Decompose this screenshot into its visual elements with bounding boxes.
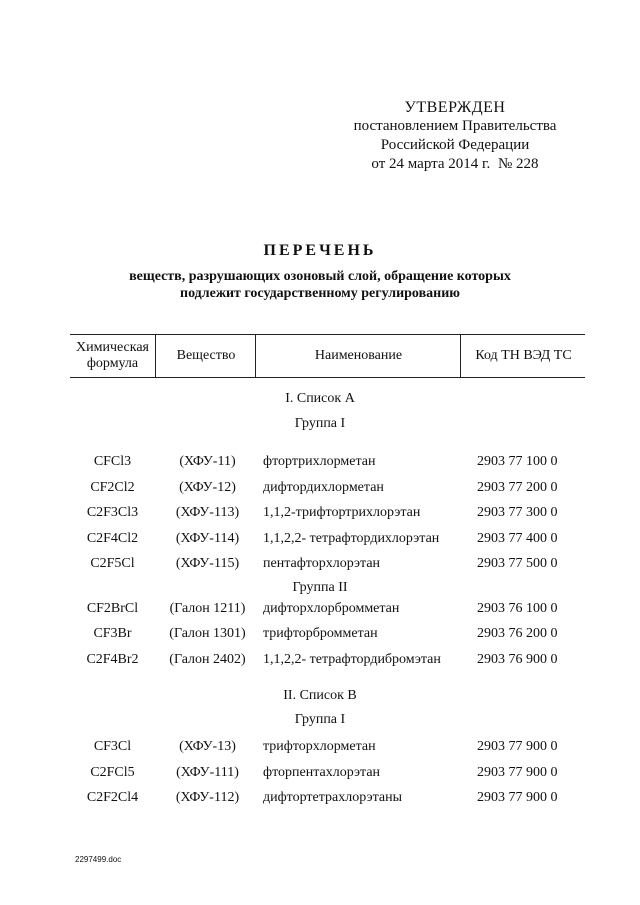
header-formula-line-2: формула — [86, 356, 139, 371]
cell-substance: (Галон 2402) — [169, 652, 246, 667]
cell-substance: (Галон 1301) — [169, 626, 246, 641]
cell-code: 2903 77 200 0 — [477, 480, 558, 495]
cell-substance: (ХФУ-111) — [176, 765, 239, 780]
cell-formula: C2FCl5 — [90, 765, 135, 780]
document-title: ПЕРЕЧЕНЬ — [263, 242, 377, 259]
section-list-a: I. Список А — [285, 391, 355, 406]
cell-name: пентафторхлорэтан — [263, 556, 381, 571]
table-row — [0, 531, 640, 551]
cell-name: фторпентахлорэтан — [263, 765, 381, 780]
header-formula — [70, 335, 155, 377]
group-a2-title: Группа II — [292, 580, 348, 595]
table-header — [70, 334, 585, 378]
approval-line-2: Российской Федерации — [380, 137, 530, 153]
cell-formula: CF2BrCl — [86, 601, 139, 616]
cell-name: трифторхлорметан — [263, 739, 376, 754]
cell-formula: C2F5Cl — [90, 556, 135, 571]
subtitle-line-2: подлежит государственному регулированию — [180, 286, 460, 301]
table-row — [0, 556, 640, 576]
cell-code: 2903 77 500 0 — [477, 556, 558, 571]
footer-filename: 2297499.doc — [75, 855, 122, 864]
approval-number: № 228 — [498, 156, 539, 172]
cell-substance: (ХФУ-112) — [175, 790, 240, 805]
header-name: Наименование — [255, 335, 461, 377]
cell-formula: CFCl3 — [93, 454, 132, 469]
approval-line-1: постановлением Правительства — [353, 118, 557, 134]
table-row — [0, 601, 640, 621]
cell-code: 2903 76 100 0 — [477, 601, 558, 616]
cell-formula: CF3Br — [93, 626, 132, 641]
cell-substance: (ХФУ-114) — [175, 531, 240, 546]
cell-substance: (ХФУ-113) — [175, 505, 240, 520]
group-b1-title: Группа I — [294, 712, 346, 727]
cell-name: трифторбромметан — [263, 626, 378, 641]
cell-code: 2903 77 100 0 — [477, 454, 558, 469]
cell-code: 2903 76 200 0 — [477, 626, 558, 641]
table-row — [0, 480, 640, 500]
approval-title: УТВЕРЖДЕН — [404, 99, 506, 116]
cell-name: 1,1,2,2- тетрафтордихлорэтан — [263, 531, 440, 546]
cell-name: дифторхлорбромметан — [263, 601, 400, 616]
section-list-b: II. Список В — [283, 688, 357, 703]
cell-code: 2903 77 900 0 — [477, 790, 558, 805]
cell-code: 2903 77 900 0 — [477, 765, 558, 780]
table-row — [0, 454, 640, 474]
table-row — [0, 739, 640, 759]
cell-code: 2903 77 400 0 — [477, 531, 558, 546]
cell-name: 1,1,2,2- тетрафтордибромэтан — [263, 652, 441, 667]
cell-name: дифтордихлорметан — [263, 480, 384, 495]
cell-code: 2903 77 300 0 — [477, 505, 558, 520]
cell-formula: C2F4Cl2 — [86, 531, 139, 546]
table-row — [0, 626, 640, 646]
header-substance: Вещество — [155, 335, 256, 377]
cell-name: дифтортетрахлорэтаны — [263, 790, 403, 805]
table-row — [0, 505, 640, 525]
approval-block — [330, 98, 580, 174]
table-row — [0, 765, 640, 785]
cell-substance: (ХФУ-115) — [175, 556, 240, 571]
cell-name: 1,1,2-трифтортрихлорэтан — [263, 505, 421, 520]
table-row — [0, 652, 640, 672]
cell-code: 2903 76 900 0 — [477, 652, 558, 667]
cell-formula: CF3Cl — [93, 739, 132, 754]
cell-formula: C2F3Cl3 — [86, 505, 139, 520]
cell-formula: C2F2Cl4 — [86, 790, 139, 805]
cell-code: 2903 77 900 0 — [477, 739, 558, 754]
table-row — [0, 790, 640, 810]
cell-formula: CF2Cl2 — [90, 480, 135, 495]
cell-substance: (Галон 1211) — [169, 601, 246, 616]
approval-date: от 24 марта 2014 г. — [371, 156, 491, 172]
document-subtitle — [80, 268, 560, 302]
cell-name: фтортрихлорметан — [263, 454, 376, 469]
subtitle-line-1: веществ, разрушающих озоновый слой, обращение которых — [129, 269, 511, 284]
header-formula-line-1: Химическая — [75, 340, 149, 355]
cell-substance: (ХФУ-12) — [179, 480, 236, 495]
cell-formula: C2F4Br2 — [86, 652, 139, 667]
approval-line-3 — [330, 155, 580, 174]
cell-substance: (ХФУ-13) — [179, 739, 236, 754]
cell-substance: (ХФУ-11) — [179, 454, 236, 469]
group-a1-title: Группа I — [294, 416, 346, 431]
header-code: Код ТН ВЭД ТС — [460, 335, 586, 377]
